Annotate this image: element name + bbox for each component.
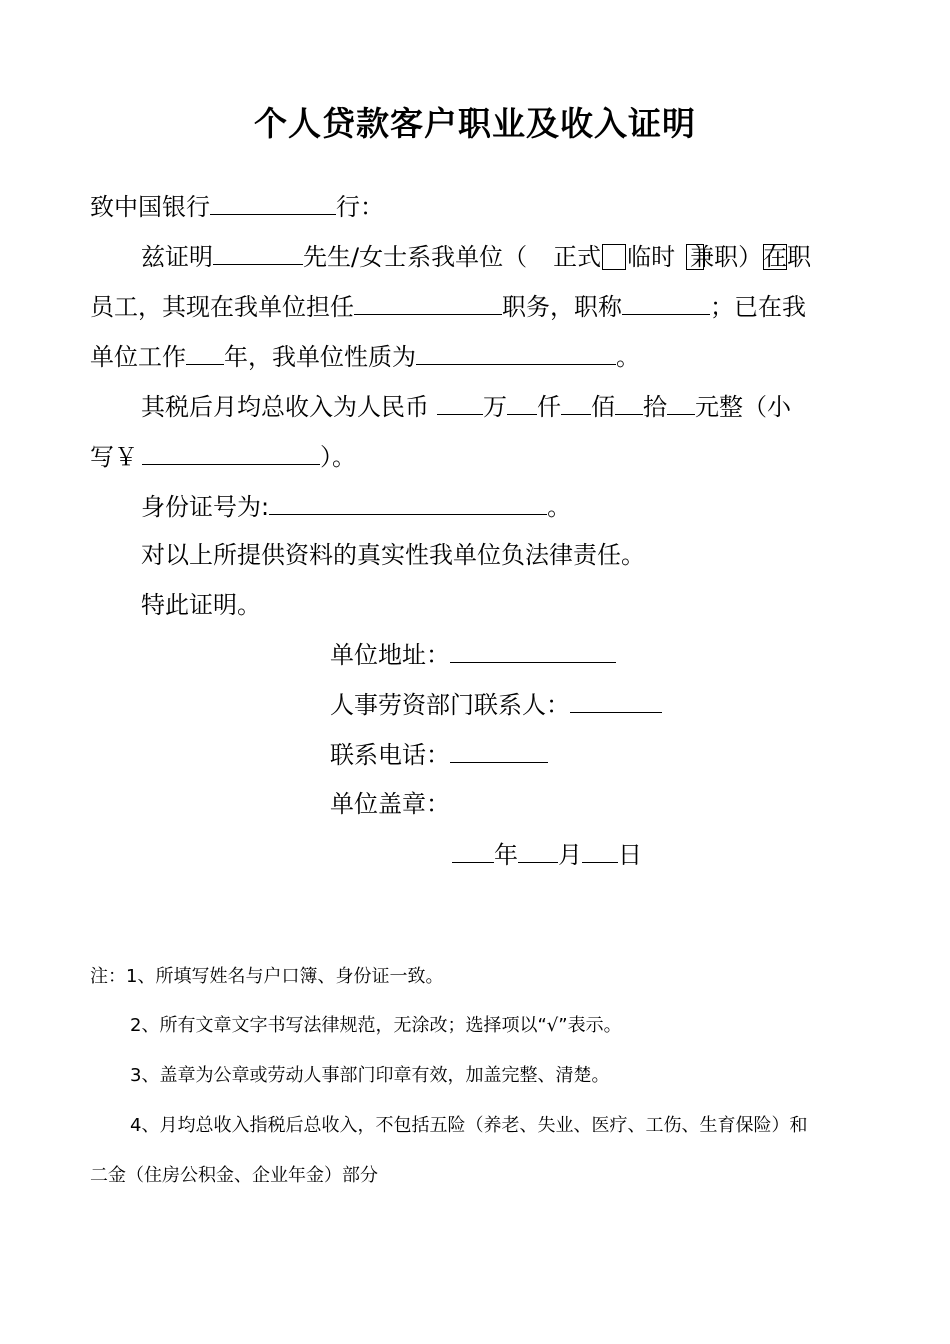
note-4-continued: 二金（住房公积金、企业年金）部分 [90,1165,378,1186]
shi-label: 拾 [643,393,667,421]
certify-line [141,240,811,274]
note-1: 注：1、所填写姓名与户口簿、身份证一致。 [90,966,444,987]
yuan-label: 元整（小 [695,393,791,421]
title-blank[interactable] [622,290,710,315]
numeric-suffix: ）。 [320,443,356,471]
date-line [452,838,642,872]
gender-unit-text: 先生/女士系我单位（ [303,243,528,271]
qian-blank[interactable] [507,390,537,415]
income-line [141,390,791,424]
contact-line [330,688,662,722]
employment-regular-label: 正式 [553,243,602,271]
wan-label: 万 [483,393,507,421]
addressee-suffix: 行： [336,193,384,221]
tenure-text: 单位工作 [90,343,186,371]
position-line [90,290,806,324]
income-prefix: 其税后月均总收入为人民币 [141,393,429,421]
id-prefix: 身份证号为: [141,493,270,521]
certify-prefix: 兹证明 [141,243,213,271]
income-numeric-line [90,440,356,474]
employment-active-label: 在职 [763,243,812,271]
address-line [330,638,616,672]
wan-blank[interactable] [437,390,483,415]
id-line [141,490,571,524]
bai-blank[interactable] [561,390,591,415]
phone-blank[interactable] [450,738,548,763]
note-2: 2、所有文章文字书写法律规范，无涂改；选择项以“√”表示。 [130,1015,622,1036]
phone-label: 联系电话： [330,741,450,769]
day-label: 日 [618,841,642,869]
bai-label: 佰 [591,393,615,421]
employment-temporary-label: 临时 [627,243,676,271]
stamp-label: 单位盖章： [330,790,450,818]
name-blank[interactable] [213,240,303,265]
title-text: 职务，职称 [502,293,622,321]
checkbox-regular[interactable] [602,244,626,270]
shi-blank[interactable] [615,390,643,415]
liability-statement: 对以上所提供资料的真实性我单位负法律责任。 [141,541,645,569]
note-3: 3、盖章为公章或劳动人事部门印章有效，加盖完整、清楚。 [130,1065,610,1086]
tenure-line [90,340,640,374]
position-blank[interactable] [354,290,502,315]
qian-label: 仟 [537,393,561,421]
id-number-blank[interactable] [269,490,547,515]
tenure-end: 。 [616,343,640,371]
addressee-prefix: 致中国银行 [90,193,210,221]
numeric-prefix: 写￥ [90,443,138,471]
phone-line [330,738,548,772]
address-blank[interactable] [450,638,616,663]
tenure-prefix: ；已在我 [710,293,806,321]
month-blank[interactable] [518,838,558,863]
contact-blank[interactable] [570,688,662,713]
document-title: 个人贷款客户职业及收入证明 [254,104,696,143]
employment-parttime-label: 兼职） [690,243,763,271]
address-label: 单位地址： [330,641,450,669]
addressee-line [90,190,384,224]
unit-nature-text: 年，我单位性质为 [224,343,416,371]
bank-branch-blank[interactable] [210,190,336,215]
income-numeric-blank[interactable] [142,440,320,465]
position-prefix: 员工，其现在我单位担任 [90,293,354,321]
hereby-certify: 特此证明。 [141,591,261,619]
month-label: 月 [558,841,582,869]
years-blank[interactable] [186,340,224,365]
year-label: 年 [494,841,518,869]
year-blank[interactable] [452,838,494,863]
yuan-blank[interactable] [667,390,695,415]
contact-label: 人事劳资部门联系人： [330,691,570,719]
note-4: 4、月均总收入指税后总收入，不包括五险（养老、失业、医疗、工伤、生育保险）和 [130,1115,808,1136]
unit-nature-blank[interactable] [416,340,616,365]
day-blank[interactable] [582,838,618,863]
id-suffix: 。 [547,493,572,521]
